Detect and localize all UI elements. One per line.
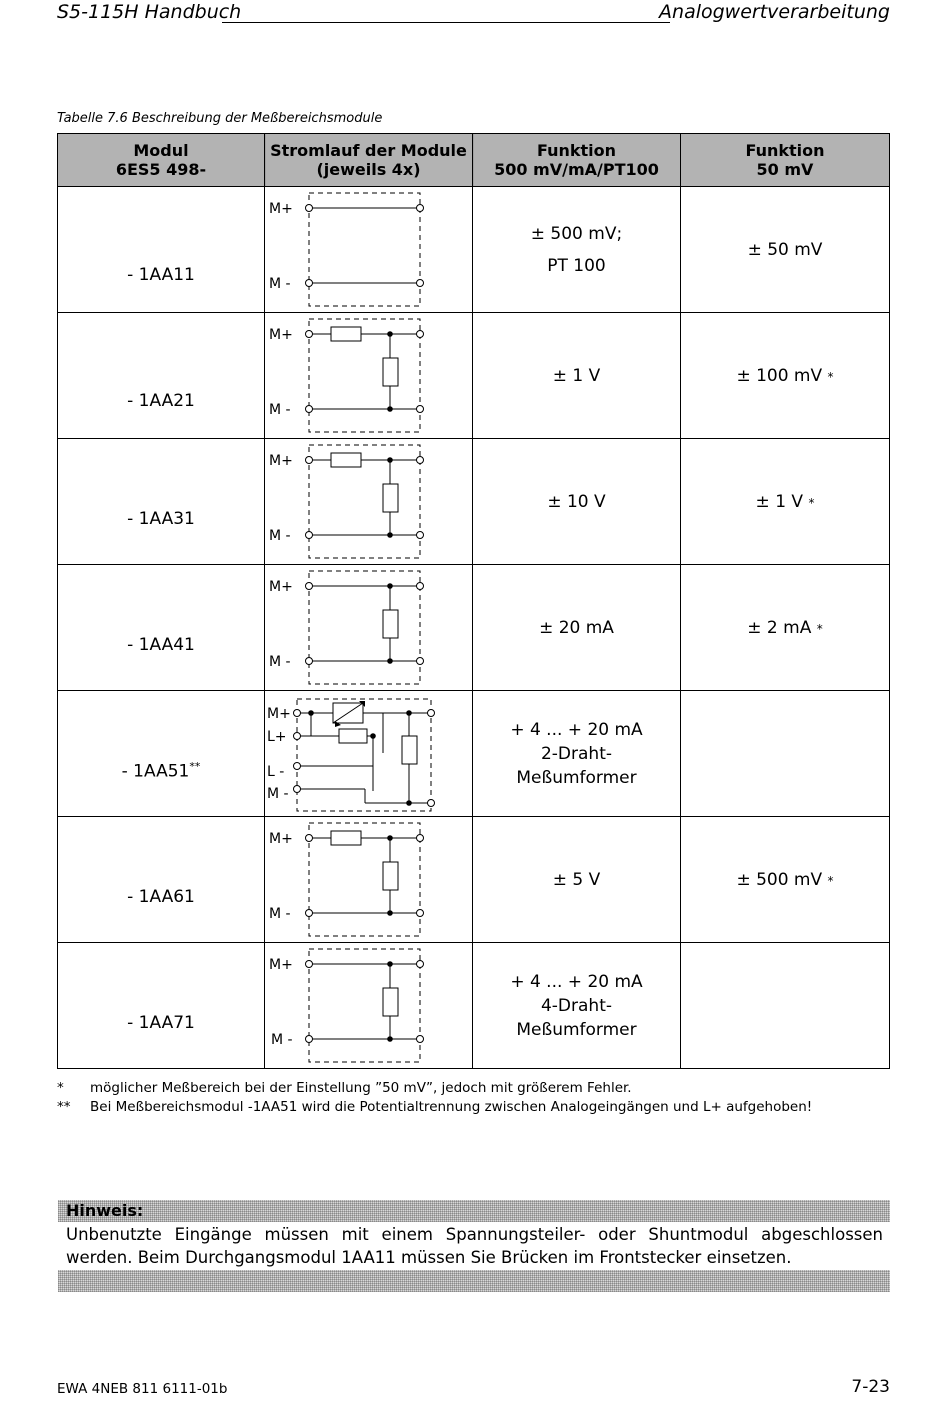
circuit-diagram-1aa71: [265, 943, 472, 1068]
footnote-star: *: [827, 873, 834, 888]
footnote-star: *: [808, 495, 815, 510]
terminal-m-minus: M -: [269, 654, 291, 670]
table-header-row: [58, 134, 890, 187]
function-50mv-cell: ± 100 mV *: [681, 313, 890, 439]
terminal-m-minus: M -: [269, 906, 291, 922]
terminal-m-plus: M+: [269, 327, 293, 343]
function-500mv-cell: + 4 ... + 20 mA 4-Draht- Meßumformer: [473, 943, 681, 1069]
table-row: [58, 313, 890, 439]
function-500mv-cell: ± 1 V: [473, 313, 681, 439]
hint-box: [58, 1200, 890, 1292]
module-name: - 1AA51**: [121, 759, 201, 782]
circuit-diagram-1aa41: [265, 565, 472, 690]
function-500mv-cell: ± 10 V: [473, 439, 681, 565]
module-cell: [58, 439, 265, 565]
circuit-diagram-1aa31: [265, 439, 472, 564]
function-500mv-cell: ± 5 V: [473, 817, 681, 943]
circuit-diagram-1aa11: [265, 187, 472, 312]
circuit-diagram-1aa21: [265, 313, 472, 438]
hint-bottom-bar: [58, 1270, 890, 1292]
table-row: [58, 817, 890, 943]
module-name: - 1AA31: [127, 508, 195, 529]
function-50mv-cell: ± 1 V *: [681, 439, 890, 565]
terminal-m-plus: M+: [269, 579, 293, 595]
terminal-m-plus: M+: [267, 706, 291, 722]
header-function-500mv: Funktion 500 mV/mA/PT100: [473, 134, 681, 187]
table-row: [58, 691, 890, 817]
page-number: 7-23: [851, 1377, 890, 1397]
header-modul: Modul 6ES5 498-: [58, 134, 265, 187]
circuit-cell: [265, 691, 473, 817]
header-function-50mv: Funktion 50 mV: [681, 134, 890, 187]
header-circuit: Stromlauf der Module (jeweils 4x): [265, 134, 473, 187]
footnote-single-star: * möglicher Meßbereich bei der Einstellung ”50 mV”, jedoch mit größerem Fehler.: [57, 1080, 632, 1096]
module-name: - 1AA21: [127, 390, 195, 411]
header-rule: [222, 22, 670, 23]
circuit-cell: [265, 187, 473, 313]
circuit-diagram-1aa61: [265, 817, 472, 942]
header-title-left: S5-115H Handbuch: [57, 1, 242, 23]
circuit-cell: [265, 817, 473, 943]
module-cell: [58, 691, 265, 817]
measuring-range-modules-table: [57, 133, 890, 1069]
table-row: [58, 565, 890, 691]
footnote-star: *: [816, 621, 823, 636]
footnote-double-star: ** Bei Meßbereichsmodul -1AA51 wird die Potentialtrennung zwischen Analogeingängen und L+ aufgehoben!: [57, 1099, 813, 1115]
module-cell: [58, 313, 265, 439]
terminal-m-minus: M -: [269, 528, 291, 544]
circuit-cell: [265, 565, 473, 691]
module-cell: [58, 817, 265, 943]
terminal-m-minus: M -: [267, 786, 289, 802]
terminal-l-plus: L+: [267, 729, 287, 745]
function-500mv-cell: ± 500 mV; PT 100: [473, 187, 681, 313]
circuit-cell: [265, 313, 473, 439]
module-name: - 1AA61: [127, 886, 195, 907]
terminal-m-plus: M+: [269, 453, 293, 469]
circuit-cell: [265, 943, 473, 1069]
module-name: - 1AA11: [127, 264, 195, 285]
terminal-m-plus: M+: [269, 201, 293, 217]
hint-text: Unbenutzte Eingänge müssen mit einem Spannungsteiler- oder Shuntmodul abgeschlossen werden. Beim Durchgangsmodul 1AA11 müssen Sie Brücken im Frontstecker einsetzen.: [66, 1225, 883, 1267]
terminal-m-minus: M -: [271, 1032, 293, 1048]
hint-title: Hinweis:: [58, 1200, 890, 1222]
function-50mv-cell: [681, 943, 890, 1069]
circuit-cell: [265, 439, 473, 565]
header-title-right: Analogwertverarbeitung: [659, 1, 890, 23]
terminal-l-minus: L -: [267, 764, 285, 780]
module-cell: [58, 187, 265, 313]
module-name: - 1AA71: [127, 1012, 195, 1033]
function-50mv-cell: [681, 691, 890, 817]
table-row: [58, 439, 890, 565]
terminal-m-minus: M -: [269, 276, 291, 292]
circuit-diagram-1aa51: [265, 691, 472, 816]
terminal-m-plus: M+: [269, 831, 293, 847]
function-50mv-cell: ± 500 mV *: [681, 817, 890, 943]
module-cell: [58, 943, 265, 1069]
function-50mv-cell: ± 50 mV: [681, 187, 890, 313]
document-number: EWA 4NEB 811 6111-01b: [57, 1381, 228, 1397]
function-500mv-cell: ± 20 mA: [473, 565, 681, 691]
table-row: [58, 187, 890, 313]
function-50mv-cell: ± 2 mA *: [681, 565, 890, 691]
terminal-m-minus: M -: [269, 402, 291, 418]
table-caption: Tabelle 7.6 Beschreibung der Meßbereichsmodule: [57, 111, 383, 126]
table-row: [58, 943, 890, 1069]
module-cell: [58, 565, 265, 691]
terminal-m-plus: M+: [269, 957, 293, 973]
footnote-star: *: [827, 369, 834, 384]
module-name: - 1AA41: [127, 634, 195, 655]
function-500mv-cell: + 4 ... + 20 mA 2-Draht- Meßumformer: [473, 691, 681, 817]
